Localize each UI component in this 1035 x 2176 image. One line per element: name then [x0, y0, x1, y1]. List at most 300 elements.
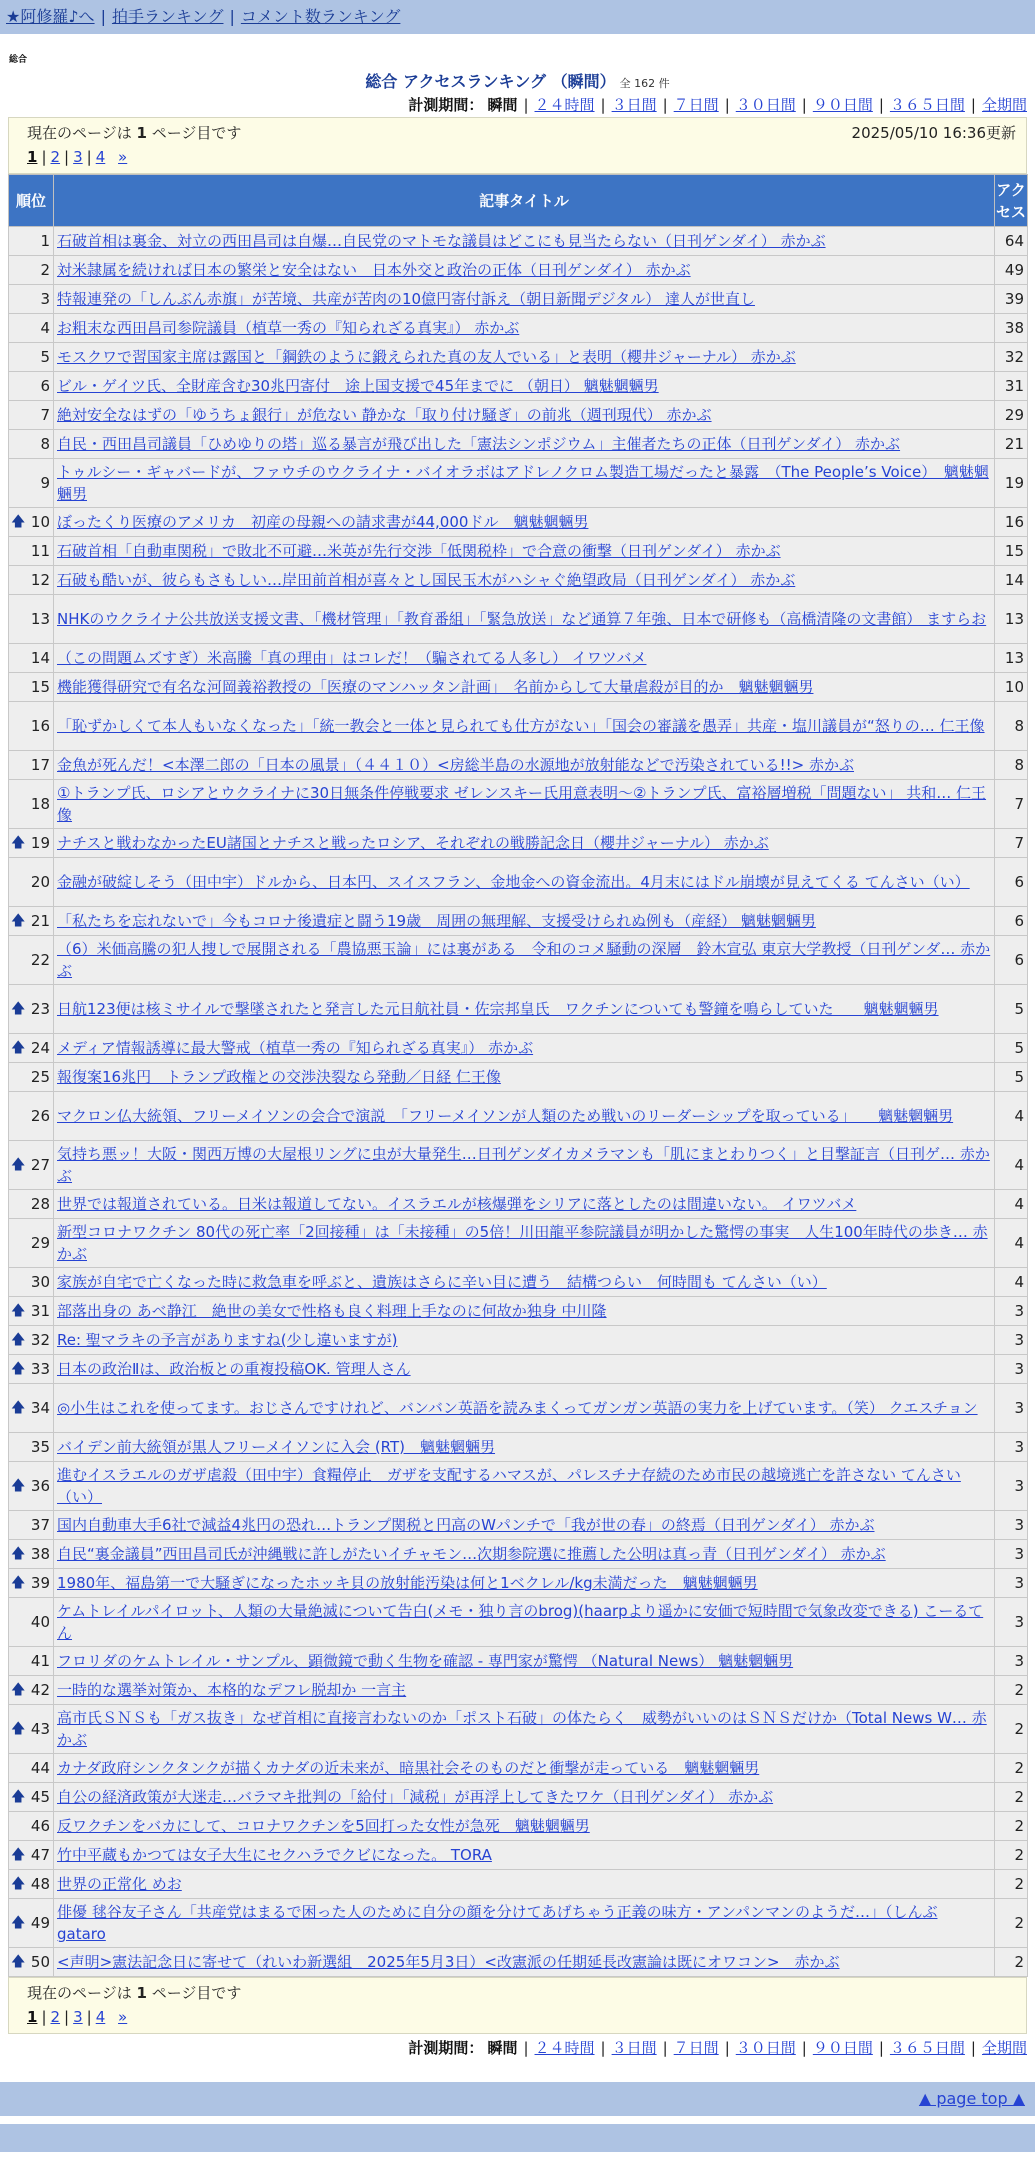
rank-cell [9, 1870, 54, 1899]
rank-number: 49 [30, 1914, 50, 1932]
title-cell [54, 1540, 995, 1569]
table-row [9, 644, 1028, 673]
period-all-link[interactable]: 全期間 [981, 2039, 1027, 2057]
rank-cell [9, 829, 54, 858]
article-link[interactable]: 日航123便は核ミサイルで撃墜されたと発言した元日航社員・佐宗邦皇氏 ワクチンについても警鐘を鳴らしていた 魑魅魍魎男 [57, 1000, 939, 1018]
home-link[interactable]: ★阿修羅♪へ [6, 7, 95, 26]
access-count: 2 [995, 1705, 1028, 1754]
rank-cell [9, 1705, 54, 1754]
table-row [9, 829, 1028, 858]
title-cell [54, 1647, 995, 1676]
rank-number: 15 [30, 678, 50, 696]
article-link[interactable]: 特報連発の「しんぶん赤旗」が苦境、共産が苦肉の10億円寄付訴え（朝日新聞デジタル） 達人が世直し [57, 290, 755, 308]
rank-number: 2 [40, 261, 50, 279]
article-link[interactable]: 石破首相「自動車関税」で敗北不可避…米英が先行交渉「低関税枠」で合意の衝撃（日刊ゲンダイ） 赤かぶ [57, 542, 781, 560]
title-cell [54, 1326, 995, 1355]
title-cell [54, 1297, 995, 1326]
table-row [9, 1511, 1028, 1540]
access-count: 38 [995, 314, 1028, 343]
title-cell [54, 1676, 995, 1705]
access-count: 16 [995, 508, 1028, 537]
article-link[interactable]: 自民“裏金議員”西田昌司氏が沖縄戦に許しがたいイチャモン…次期参院選に推薦した公明は真っ青（日刊ゲンダイ） 赤かぶ [57, 1545, 886, 1563]
current-page-text: 現在のページは 1 ページ目です [27, 124, 242, 142]
col-header-rank: 順位 [9, 175, 54, 227]
rank-number: 32 [30, 1331, 50, 1349]
access-count: 3 [995, 1569, 1028, 1598]
rank-number: 23 [30, 1000, 50, 1018]
title-cell [54, 829, 995, 858]
article-link[interactable]: 部落出身の あべ静江 絶世の美女で性格も良く料理上手なのに何故か独身 中川隆 [57, 1302, 607, 1320]
table-row [9, 1540, 1028, 1569]
access-count: 2 [995, 1948, 1028, 1977]
ranking-table [8, 174, 1028, 1977]
rank-number: 36 [30, 1477, 50, 1495]
period-label: 計測期間： [408, 96, 484, 114]
rank-cell [9, 1384, 54, 1433]
access-count: 6 [995, 907, 1028, 936]
rank-number: 31 [30, 1302, 50, 1320]
rank-number: 44 [30, 1759, 50, 1777]
article-link[interactable]: フロリダのケムトレイル・サンプル、顕微鏡で動く生物を確認 - 専門家が驚愕 （Natural News） 魑魅魍魎男 [57, 1652, 794, 1670]
title-cell [54, 644, 995, 673]
table-row [9, 1433, 1028, 1462]
table-row [9, 372, 1028, 401]
rank-cell [9, 985, 54, 1034]
table-row [9, 1034, 1028, 1063]
article-link[interactable]: 進むイスラエルのガザ虐殺（田中宇）食糧停止 ガザを支配するハマスが、パレスチナ存続のため市民の越境逃亡を許さない てんさい（い） [57, 1466, 961, 1506]
rank-number: 13 [30, 610, 50, 628]
rank-number: 27 [30, 1156, 50, 1174]
page-next-link[interactable]: » [118, 2008, 128, 2026]
period-current: 瞬間 [487, 2039, 518, 2057]
table-row [9, 858, 1028, 907]
article-link[interactable]: 絶対安全なはずの「ゆうちょ銀行」が危ない 静かな「取り付け騒ぎ」の前兆（週刊現代） 赤かぶ [57, 406, 712, 424]
rank-number: 48 [30, 1875, 50, 1893]
table-row [9, 1812, 1028, 1841]
article-link[interactable]: 国内自動車大手6社で減益4兆円の恐れ…トランプ関税と円高のWパンチで「我が世の春」の終焉（日刊ゲンダイ） 赤かぶ [57, 1516, 875, 1534]
title-cell [54, 780, 995, 829]
period-365d-link[interactable]: ３６５日間 [889, 2039, 965, 2057]
article-link[interactable]: マクロン仏大統領、フリーメイソンの会合で演説 「フリーメイソンが人類のため戦いのリーダーシップを取っている」 魑魅魍魎男 [57, 1107, 954, 1125]
rank-number: 38 [30, 1545, 50, 1563]
rank-cell [9, 780, 54, 829]
up-arrow-icon: 🡅 [11, 835, 26, 851]
rank-cell [9, 1899, 54, 1948]
access-count: 14 [995, 566, 1028, 595]
rank-cell [9, 1433, 54, 1462]
rank-number: 39 [30, 1574, 50, 1592]
page-current: 1 [27, 2008, 38, 2026]
rank-number: 40 [30, 1613, 50, 1631]
up-arrow-icon: 🡅 [11, 1721, 26, 1737]
access-count: 64 [995, 227, 1028, 256]
article-link[interactable]: 新型コロナワクチン 80代の死亡率「2回接種」は「未接種」の5倍！川田龍平参院議員が明かした驚愕の事実 人生100年時代の歩き… 赤かぶ [57, 1223, 988, 1263]
rank-number: 41 [30, 1652, 50, 1670]
rank-number: 34 [30, 1399, 50, 1417]
access-count: 21 [995, 430, 1028, 459]
table-row [9, 1783, 1028, 1812]
table-row [9, 285, 1028, 314]
comment-ranking-link[interactable]: コメント数ランキング [240, 7, 401, 26]
rank-cell [9, 508, 54, 537]
table-row [9, 1268, 1028, 1297]
period-all-link[interactable]: 全期間 [981, 96, 1027, 114]
article-link[interactable]: バイデン前大統領が黒人フリーメイソンに入会 (RT) 魑魅魍魎男 [57, 1438, 496, 1456]
article-link[interactable]: 反ワクチンをバカにして、コロナワクチンを5回打った女性が急死 魑魅魍魎男 [57, 1817, 590, 1835]
table-row [9, 1326, 1028, 1355]
up-arrow-icon: 🡅 [11, 1157, 26, 1173]
rank-cell [9, 1092, 54, 1141]
table-row [9, 780, 1028, 829]
rank-cell [9, 401, 54, 430]
article-link[interactable]: 自公の経済政策が大迷走…バラマキ批判の「給付」「減税」が再浮上してきたワケ（日刊ゲンダイ） 赤かぶ [57, 1788, 774, 1806]
rank-number: 3 [40, 290, 50, 308]
table-row [9, 1219, 1028, 1268]
access-count: 3 [995, 1433, 1028, 1462]
access-count: 39 [995, 285, 1028, 314]
article-link[interactable]: 石破も酷いが、彼らもさもしい…岸田前首相が喜々とし国民玉木がハシャぐ絶望政局（日刊ゲンダイ） 赤かぶ [57, 571, 796, 589]
access-count: 2 [995, 1841, 1028, 1870]
title-cell [54, 1841, 995, 1870]
title-cell [54, 1783, 995, 1812]
title-cell [54, 1190, 995, 1219]
access-count: 13 [995, 644, 1028, 673]
article-link[interactable]: 機能獲得研究で有名な河岡義裕教授の「医療のマンハッタン計画」 名前からして大量虐殺が目的か 魑魅魍魎男 [57, 678, 814, 696]
access-count: 3 [995, 1384, 1028, 1433]
table-row [9, 595, 1028, 644]
article-link[interactable]: 竹中平蔵もかつては女子大生にセクハラでクビになった。 TORA [57, 1846, 492, 1864]
access-count: 29 [995, 401, 1028, 430]
article-link[interactable]: 一時的な選挙対策か、本格的なデフレ脱却か 一言主 [57, 1681, 407, 1699]
rank-cell [9, 430, 54, 459]
rank-number: 20 [30, 873, 50, 891]
title-cell [54, 566, 995, 595]
table-row [9, 459, 1028, 508]
article-link[interactable]: 俳優 毬谷友子さん「共産党はまるで困った人のために自分の顔を分けてあげちゃう正義の味方・アンパンマンのようだ…」（しんぶ gataro [57, 1903, 938, 1943]
rank-number: 1 [40, 232, 50, 250]
access-count: 6 [995, 936, 1028, 985]
period-24h-link[interactable]: ２４時間 [534, 2039, 595, 2057]
article-link[interactable]: お粗末な西田昌司参院議員（植草一秀の『知られざる真実』） 赤かぶ [57, 319, 520, 337]
access-count: 5 [995, 1034, 1028, 1063]
table-row [9, 566, 1028, 595]
page-current: 1 [27, 148, 38, 166]
access-count: 2 [995, 1754, 1028, 1783]
rank-cell [9, 1326, 54, 1355]
table-row [9, 673, 1028, 702]
top-navigation [0, 0, 1035, 34]
access-count: 4 [995, 1141, 1028, 1190]
rank-cell [9, 1063, 54, 1092]
table-row [9, 1676, 1028, 1705]
table-row [9, 1948, 1028, 1977]
rank-cell [9, 1540, 54, 1569]
table-row [9, 508, 1028, 537]
article-link[interactable]: 対米隷属を続ければ日本の繁栄と安全はない 日本外交と政治の正体（日刊ゲンダイ） 赤かぶ [57, 261, 691, 279]
article-link[interactable]: 「恥ずかしくて本人もいなくなった」「統一教会と一体と見られても仕方がない」「国会の審議を愚弄」共産・塩川議員が“怒りの… 仁王像 [57, 717, 985, 735]
rank-number: 17 [30, 756, 50, 774]
up-arrow-icon: 🡅 [11, 1001, 26, 1017]
article-link[interactable]: 金融が破綻しそう（田中宇）ドルから、日本円、スイスフラン、金地金への資金流出。4月末にはドル崩壊が見えてくる てんさい（い） [57, 873, 970, 891]
access-count: 31 [995, 372, 1028, 401]
page-link-3[interactable]: 3 [73, 148, 83, 166]
rank-cell [9, 1190, 54, 1219]
period-90d-link[interactable]: ９０日間 [812, 2039, 873, 2057]
article-link[interactable]: 気持ち悪ッ！大阪・関西万博の大屋根リングに虫が大量発生…日刊ゲンダイカメラマンも「肌にまとわりつく」と目撃証言（日刊ゲ… 赤かぶ [57, 1145, 990, 1185]
access-count: 4 [995, 1219, 1028, 1268]
up-arrow-icon: 🡅 [11, 1915, 26, 1931]
rank-cell [9, 1268, 54, 1297]
nav-separator: | [100, 7, 106, 26]
title-cell [54, 508, 995, 537]
title-cell [54, 1754, 995, 1783]
up-arrow-icon: 🡅 [11, 1575, 26, 1591]
article-link[interactable]: 金魚が死んだ！<本澤二郎の「日本の風景」（４４１０）<房総半島の水源地が放射能などで汚染されている!!> 赤かぶ [57, 756, 855, 774]
article-link[interactable]: ビル・ゲイツ氏、全財産含む30兆円寄付 途上国支援で45年までに （朝日） 魑魅魍魎男 [57, 377, 659, 395]
rank-cell [9, 1141, 54, 1190]
period-365d-link[interactable]: ３６５日間 [889, 96, 965, 114]
rank-number: 9 [40, 474, 50, 492]
footer-band [0, 2124, 1035, 2152]
rank-cell [9, 1511, 54, 1540]
title-cell [54, 1092, 995, 1141]
title-cell [54, 1870, 995, 1899]
title-cell [54, 1899, 995, 1948]
article-link[interactable]: 自民・西田昌司議員「ひめゆりの塔」巡る暴言が飛び出した「憲法シンポジウム」主催者たちの正体（日刊ゲンダイ） 赤かぶ [57, 435, 901, 453]
up-arrow-icon: 🡅 [11, 1040, 26, 1056]
page-title-text: 総合 アクセスランキング （瞬間） [365, 72, 616, 91]
article-link[interactable]: 1980年、福島第一で大騒ぎになったホッキ貝の放射能汚染は何と1ベクレル/kg未満だった 魑魅魍魎男 [57, 1574, 758, 1592]
up-arrow-icon: 🡅 [11, 1332, 26, 1348]
rank-number: 16 [30, 717, 50, 735]
table-row [9, 1092, 1028, 1141]
rank-cell [9, 936, 54, 985]
rank-cell [9, 1647, 54, 1676]
rank-number: 25 [30, 1068, 50, 1086]
title-cell [54, 285, 995, 314]
title-cell [54, 858, 995, 907]
table-row [9, 936, 1028, 985]
period-7d-link[interactable]: ７日間 [673, 2039, 719, 2057]
up-arrow-icon: 🡅 [11, 1789, 26, 1805]
access-count: 4 [995, 1092, 1028, 1141]
article-link[interactable]: （この問題ムズすぎ）米高騰「真の理由」はコレだ！（騙されてる人多し） イワツバメ [57, 649, 647, 667]
rank-cell [9, 907, 54, 936]
access-count: 4 [995, 1190, 1028, 1219]
rank-number: 42 [30, 1681, 50, 1699]
rank-number: 29 [30, 1234, 50, 1252]
access-count: 5 [995, 1063, 1028, 1092]
table-row [9, 985, 1028, 1034]
table-row [9, 1598, 1028, 1647]
rank-number: 37 [30, 1516, 50, 1534]
rank-number: 46 [30, 1817, 50, 1835]
table-row [9, 227, 1028, 256]
table-row [9, 907, 1028, 936]
table-row [9, 1569, 1028, 1598]
title-cell [54, 1268, 995, 1297]
title-cell [54, 1705, 995, 1754]
period-current: 瞬間 [487, 96, 518, 114]
access-count: 3 [995, 1326, 1028, 1355]
rank-number: 47 [30, 1846, 50, 1864]
rank-cell [9, 343, 54, 372]
access-count: 3 [995, 1598, 1028, 1647]
access-count: 8 [995, 702, 1028, 751]
rank-number: 50 [30, 1953, 50, 1971]
access-count: 2 [995, 1783, 1028, 1812]
rank-cell [9, 1676, 54, 1705]
access-count: 6 [995, 858, 1028, 907]
table-row [9, 1899, 1028, 1948]
rank-number: 30 [30, 1273, 50, 1291]
up-arrow-icon: 🡅 [11, 1400, 26, 1416]
table-row [9, 1355, 1028, 1384]
access-count: 3 [995, 1462, 1028, 1511]
access-count: 2 [995, 1870, 1028, 1899]
article-link[interactable]: 日本の政治Ⅱは、政治板との重複投稿OK. 管理人さん [57, 1360, 411, 1378]
period-7d-link[interactable]: ７日間 [673, 96, 719, 114]
article-link[interactable]: モスクワで習国家主席は露国と「鋼鉄のように鍛えられた真の友人でいる」と表明（櫻井ジャーナル） 赤かぶ [57, 348, 796, 366]
article-link[interactable]: 世界では報道されている。日米は報道してない。イスラエルが核爆弾をシリアに落としたのは間違いない。 イワツバメ [57, 1195, 857, 1213]
title-cell [54, 1462, 995, 1511]
up-arrow-icon: 🡅 [11, 1361, 26, 1377]
title-cell [54, 907, 995, 936]
rank-cell [9, 1034, 54, 1063]
title-cell [54, 595, 995, 644]
page-title [8, 69, 1027, 91]
access-count: 3 [995, 1355, 1028, 1384]
title-cell [54, 459, 995, 508]
access-count: 10 [995, 673, 1028, 702]
article-link[interactable]: 世界の正常化 めお [57, 1875, 182, 1893]
pagination-top: 1 | 2 | 3 | 4 » [27, 148, 128, 166]
article-link[interactable]: <声明>憲法記念日に寄せて（れいわ新選組 2025年5月3日）<改憲派の任期延長改憲論は既にオワコン> 赤かぶ [57, 1953, 840, 1971]
title-cell [54, 1219, 995, 1268]
period-3d-link[interactable]: ３日間 [611, 96, 657, 114]
access-count: 5 [995, 985, 1028, 1034]
table-row [9, 1647, 1028, 1676]
page-link-2[interactable]: 2 [50, 2008, 61, 2026]
title-cell [54, 343, 995, 372]
rank-number: 22 [30, 951, 50, 969]
up-arrow-icon: 🡅 [11, 1546, 26, 1562]
rank-number: 19 [30, 834, 50, 852]
title-cell [54, 1355, 995, 1384]
category-label: 総合 [9, 55, 28, 65]
page-link-2[interactable]: 2 [50, 148, 61, 166]
article-link[interactable]: NHKのウクライナ公共放送支援文書、「機材管理」「教育番組」「緊急放送」など通算７年強、日本で研修も（高橋清隆の文書館） ますらお [57, 610, 987, 628]
rank-number: 10 [30, 513, 50, 531]
article-link[interactable]: トゥルシー・ギャバードが、ファウチのウクライナ・バイオラボはアドレノクロム製造工場だったと暴露 （The People’s Voice） 魑魅魍魎男 [57, 463, 989, 503]
rank-cell [9, 1598, 54, 1647]
rank-cell [9, 1812, 54, 1841]
rank-cell [9, 702, 54, 751]
up-arrow-icon: 🡅 [11, 1478, 26, 1494]
rank-number: 4 [40, 319, 50, 337]
table-row [9, 1705, 1028, 1754]
rank-cell [9, 1569, 54, 1598]
title-cell [54, 673, 995, 702]
access-count: 7 [995, 829, 1028, 858]
title-cell [54, 1569, 995, 1598]
up-arrow-icon: 🡅 [11, 913, 26, 929]
table-row [9, 1141, 1028, 1190]
rank-cell [9, 459, 54, 508]
current-page-text: 現在のページは 1 ページ目です [27, 1984, 242, 2002]
rank-cell [9, 314, 54, 343]
article-link[interactable]: 石破首相は裏金、対立の西田昌司は自爆…自民党のマトモな議員はどこにも見当たらない（日刊ゲンダイ） 赤かぶ [57, 232, 826, 250]
rank-cell [9, 1754, 54, 1783]
table-row [9, 314, 1028, 343]
nav-separator: | [229, 7, 235, 26]
period-90d-link[interactable]: ９０日間 [812, 96, 873, 114]
table-row [9, 1297, 1028, 1326]
article-link[interactable]: ぼったくり医療のアメリカ 初産の母親への請求書が44,000ドル 魑魅魍魎男 [57, 513, 589, 531]
rank-number: 18 [30, 795, 50, 813]
page-link-3[interactable]: 3 [73, 2008, 83, 2026]
title-cell [54, 1598, 995, 1647]
article-link[interactable]: 高市氏ＳＮＳも「ガス抜き」なぜ首相に直接言わないのか「ポスト石破」の体たらく 威勢がいいのはＳＮＳだけか（Total News W… 赤かぶ [57, 1709, 987, 1749]
title-cell [54, 985, 995, 1034]
article-link[interactable]: メディア情報誘導に最大警戒（植草一秀の『知られざる真実』） 赤かぶ [57, 1039, 534, 1057]
title-cell [54, 1433, 995, 1462]
title-cell [54, 702, 995, 751]
article-link[interactable]: ナチスと戦わなかったEU諸国とナチスと戦ったロシア、それぞれの戦勝記念日（櫻井ジャーナル） 赤かぶ [57, 834, 769, 852]
rank-cell [9, 285, 54, 314]
period-3d-link[interactable]: ３日間 [611, 2039, 657, 2057]
page-link-4[interactable]: 4 [95, 2008, 106, 2026]
period-30d-link[interactable]: ３０日間 [735, 2039, 796, 2057]
article-link[interactable]: カナダ政府シンクタンクが描くカナダの近未来が、暗黒社会そのものだと衝撃が走っている 魑魅魍魎男 [57, 1759, 760, 1777]
rank-cell [9, 372, 54, 401]
rank-number: 43 [30, 1720, 50, 1738]
article-link[interactable]: 報復案16兆円 トランプ政権との交渉決裂なら発動／日経 仁王像 [57, 1068, 501, 1086]
article-link[interactable]: ◎小生はこれを使ってます。おじさんですけれど、バンバン英語を読みまくってガンガン英語の実力を上げています。（笑） クエスチョン [57, 1399, 978, 1417]
article-link[interactable]: Re: 聖マラキの予言がありますね(少し違いますが) [57, 1331, 398, 1349]
clap-ranking-link[interactable]: 拍手ランキング [111, 7, 224, 26]
table-row [9, 430, 1028, 459]
period-24h-link[interactable]: ２４時間 [534, 96, 595, 114]
period-selector-bottom: 計測期間： 瞬間 | ２４時間 | ３日間 | ７日間 | ３０日間 | ９０日間 | ３６５日間 | 全期間 [408, 2039, 1027, 2057]
title-cell [54, 1511, 995, 1540]
rank-number: 28 [30, 1195, 50, 1213]
updated-time: 2025/05/10 16:36更新 [851, 124, 1016, 142]
access-count: 2 [995, 1899, 1028, 1948]
table-row [9, 1841, 1028, 1870]
rank-number: 21 [30, 912, 50, 930]
article-link[interactable]: 家族が自宅で亡くなった時に救急車を呼ぶと、遺族はさらに辛い目に遭う 結構つらい 何時間も てんさい（い） [57, 1273, 827, 1291]
up-arrow-icon: 🡅 [11, 1303, 26, 1319]
rank-number: 45 [30, 1788, 50, 1806]
access-count: 49 [995, 256, 1028, 285]
article-link[interactable]: （6）米価高騰の犯人捜しで展開される「農協悪玉論」には裏がある 令和のコメ騒動の深層 鈴木宣弘 東京大学教授（日刊ゲンダ… 赤かぶ [57, 940, 991, 980]
title-cell [54, 1948, 995, 1977]
article-link[interactable]: 「私たちを忘れないで」今もコロナ後遺症と闘う19歳 周囲の無理解、支援受けられぬ例も（産経） 魑魅魍魎男 [57, 912, 816, 930]
table-row [9, 401, 1028, 430]
page-next-link[interactable]: » [118, 148, 128, 166]
rank-number: 7 [40, 406, 50, 424]
period-30d-link[interactable]: ３０日間 [735, 96, 796, 114]
article-link[interactable]: ケムトレイルパイロット、人類の大量絶滅について告白(メモ・独り言のbrog)(haarpより遥かに安価で短時間で気象改変できる) こーるてん [57, 1602, 984, 1642]
page-top-link[interactable]: ▲ page top ▲ [918, 2089, 1025, 2108]
up-arrow-icon: 🡅 [11, 1847, 26, 1863]
rank-number: 11 [30, 542, 50, 560]
page-link-4[interactable]: 4 [95, 148, 106, 166]
title-cell [54, 401, 995, 430]
article-link[interactable]: ①トランプ氏、ロシアとウクライナに30日無条件停戦要求 ゼレンスキー氏用意表明～②トランプ氏、富裕層増税「問題ない」 共和… 仁王像 [57, 784, 987, 824]
access-count: 7 [995, 780, 1028, 829]
